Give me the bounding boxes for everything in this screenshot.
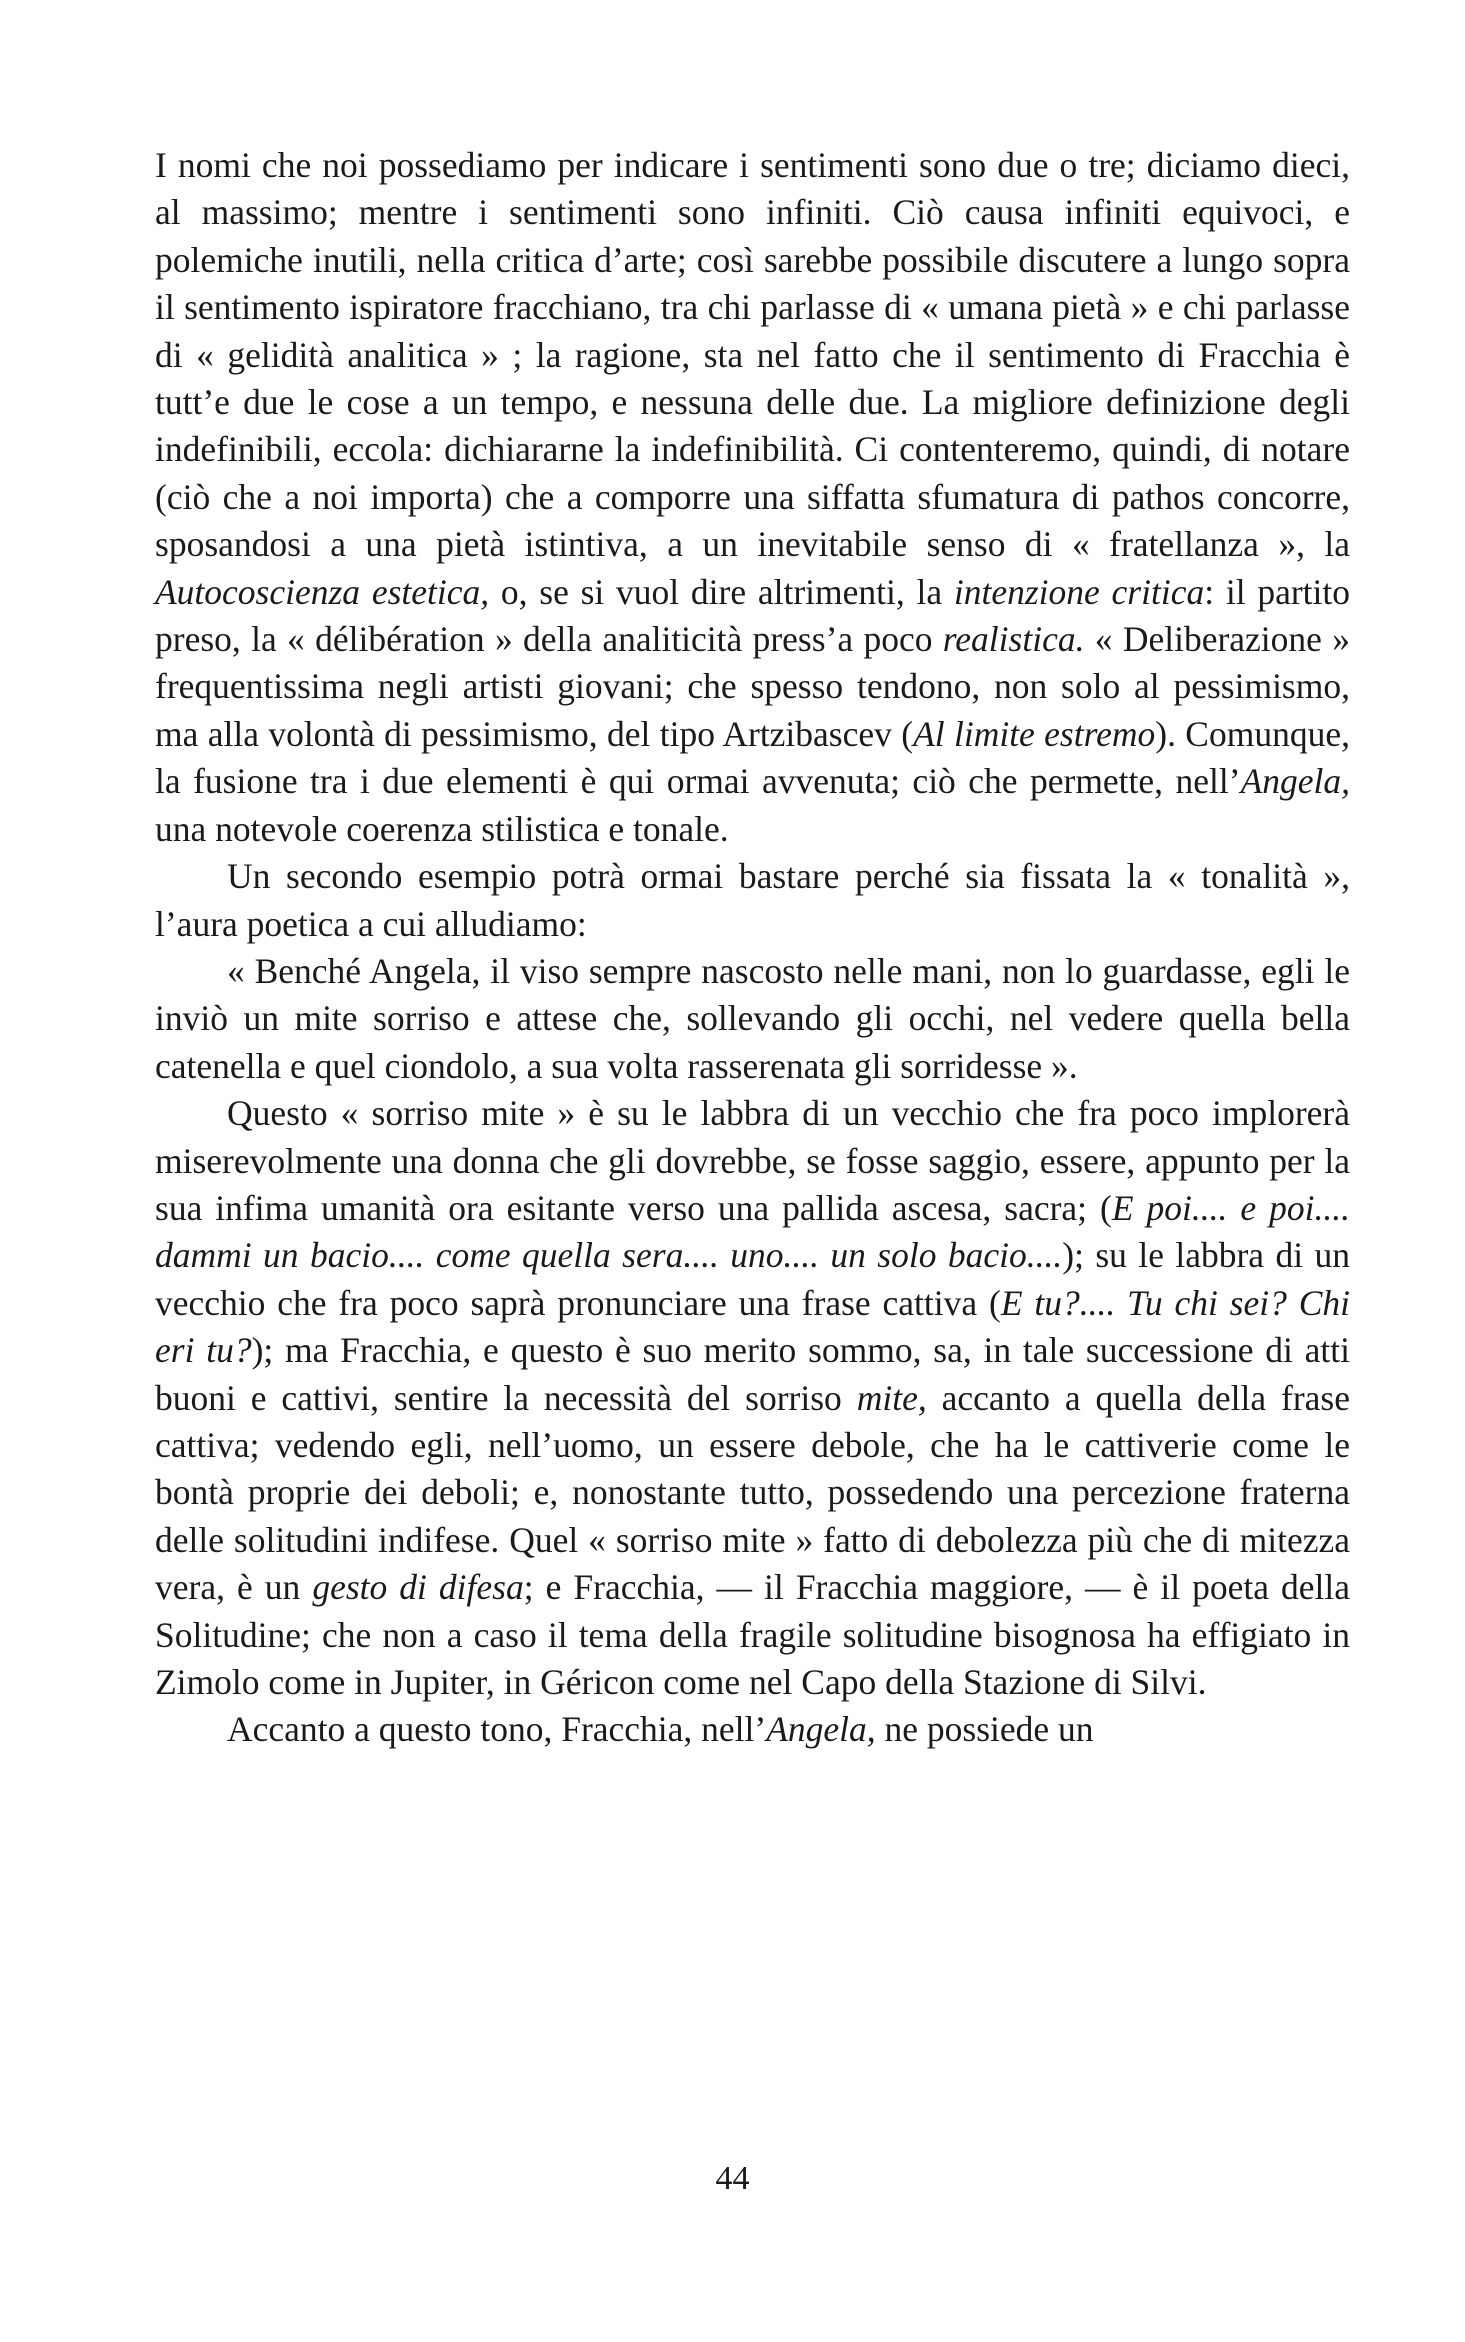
text-run: o, se si vuol dire altrimenti, la: [489, 571, 954, 612]
text-run: ); su le labbra di un vecchio che fra poco saprà pronunciare una frase cattiva (: [155, 1235, 1350, 1323]
paragraph: [155, 1090, 1350, 1706]
paragraph: [155, 853, 1350, 948]
page-number: 44: [715, 2160, 750, 2197]
text-run: ; e Fracchia, — il Fracchia maggiore, — è il poeta della Solitudine; che non a caso il tema della fragile solitudine bisognosa ha effigiato in Zimolo come in Jupiter, in Géricon come nel Capo della Stazione di Silvi.: [155, 1567, 1350, 1702]
text-run: Accanto a questo tono, Fracchia, nell’: [227, 1709, 767, 1750]
text-run: accanto a quella della frase cattiva; vedendo egli, nell’uomo, un essere debole, che ha le cattiverie come le bontà proprie dei deboli; e, nonostante tutto, possedendo una percezione fraterna delle solitudini indifese. Quel « sorriso mite » fatto di debolezza più che di mitezza vera, è un: [155, 1377, 1350, 1608]
paragraph: [155, 948, 1350, 1090]
italic-text-run: gesto di difesa: [312, 1567, 524, 1608]
text-run: « Deliberazione » frequentissima negli artisti giovani; che spesso tendono, non solo al pessimismo, ma alla volontà di pessimismo, del tipo Artzibascev (: [155, 619, 1350, 754]
text-run: una notevole coerenza stilistica e tonale.: [155, 808, 729, 849]
italic-text-run: realistica.: [942, 619, 1085, 660]
text-run: ); ma Fracchia, e questo è suo merito sommo, sa, in tale successione di atti buoni e cattivi, sentire la necessità del sorriso: [155, 1330, 1350, 1418]
paragraph: [155, 142, 1350, 853]
text-run: : il partito preso, la « délibération » della analiticità press’a poco: [155, 571, 1350, 660]
text-run: I nomi che noi possediamo per indicare i sentimenti sono due o tre; diciamo dieci, al massimo; mentre i sentimenti sono infiniti. Ciò causa infiniti equivoci, e polemiche inutili, nella critica d’arte; così sarebbe possibile discutere a lungo sopra il sentimento ispiratore fracchiano, tra chi parlasse di « umana pietà » e chi parlasse di « gelidità analitica » ; la ragione, sta nel fatto che il sentimento di Fracchia è tutt’e due le cose a un tempo, e nessuna delle due. La migliore definizione degli indefinibili, eccola: dichiararne la indefinibilità. Ci contenteremo, quindi, di notare (ciò che a noi importa) che a comporre una siffatta sfumatura di pathos concorre, sposandosi a una pietà istintiva, a un inevitabile senso di « fratellanza », la: [155, 145, 1350, 565]
italic-text-run: E poi.... e poi.... dammi un bacio.... come quella sera.... uno.... un solo bacio....: [155, 1187, 1350, 1276]
italic-text-run: E tu?.... Tu chi sei? Chi eri tu?: [155, 1282, 1350, 1371]
text-run: Un secondo esempio potrà ormai bastare perché sia fissata la « tonalità », l’aura poetica a cui alludiamo:: [155, 856, 1350, 944]
text-run: « Benché Angela, il viso sempre nascosto nelle mani, non lo guardasse, egli le inviò un mite sorriso e attese che, sollevando gli occhi, nel vedere quella bella catenella e quel ciondolo, a sua volta rasserenata gli sorridesse ».: [155, 950, 1350, 1086]
italic-text-run: mite,: [856, 1377, 927, 1418]
body-text: [155, 142, 1350, 1754]
italic-text-run: Autocoscienza estetica,: [155, 571, 490, 612]
text-run: ). Comunque, la fusione tra i due elementi è qui ormai avvenuta; ciò che permette, nell’: [155, 713, 1350, 802]
text-run: Questo « sorriso mite » è su le labbra di un vecchio che fra poco implorerà miserevolmente una donna che gli dovrebbe, se fosse saggio, essere, appunto per la sua infima umanità ora esitante verso una pallida ascesa, sacra; (: [155, 1093, 1350, 1228]
italic-text-run: Al limite estremo: [913, 713, 1156, 754]
italic-text-run: intenzione critica: [953, 571, 1205, 612]
paragraph: [155, 1706, 1350, 1753]
text-run: ne possiede un: [875, 1709, 1094, 1750]
italic-text-run: Angela,: [1240, 761, 1350, 802]
italic-text-run: Angela,: [766, 1709, 876, 1750]
